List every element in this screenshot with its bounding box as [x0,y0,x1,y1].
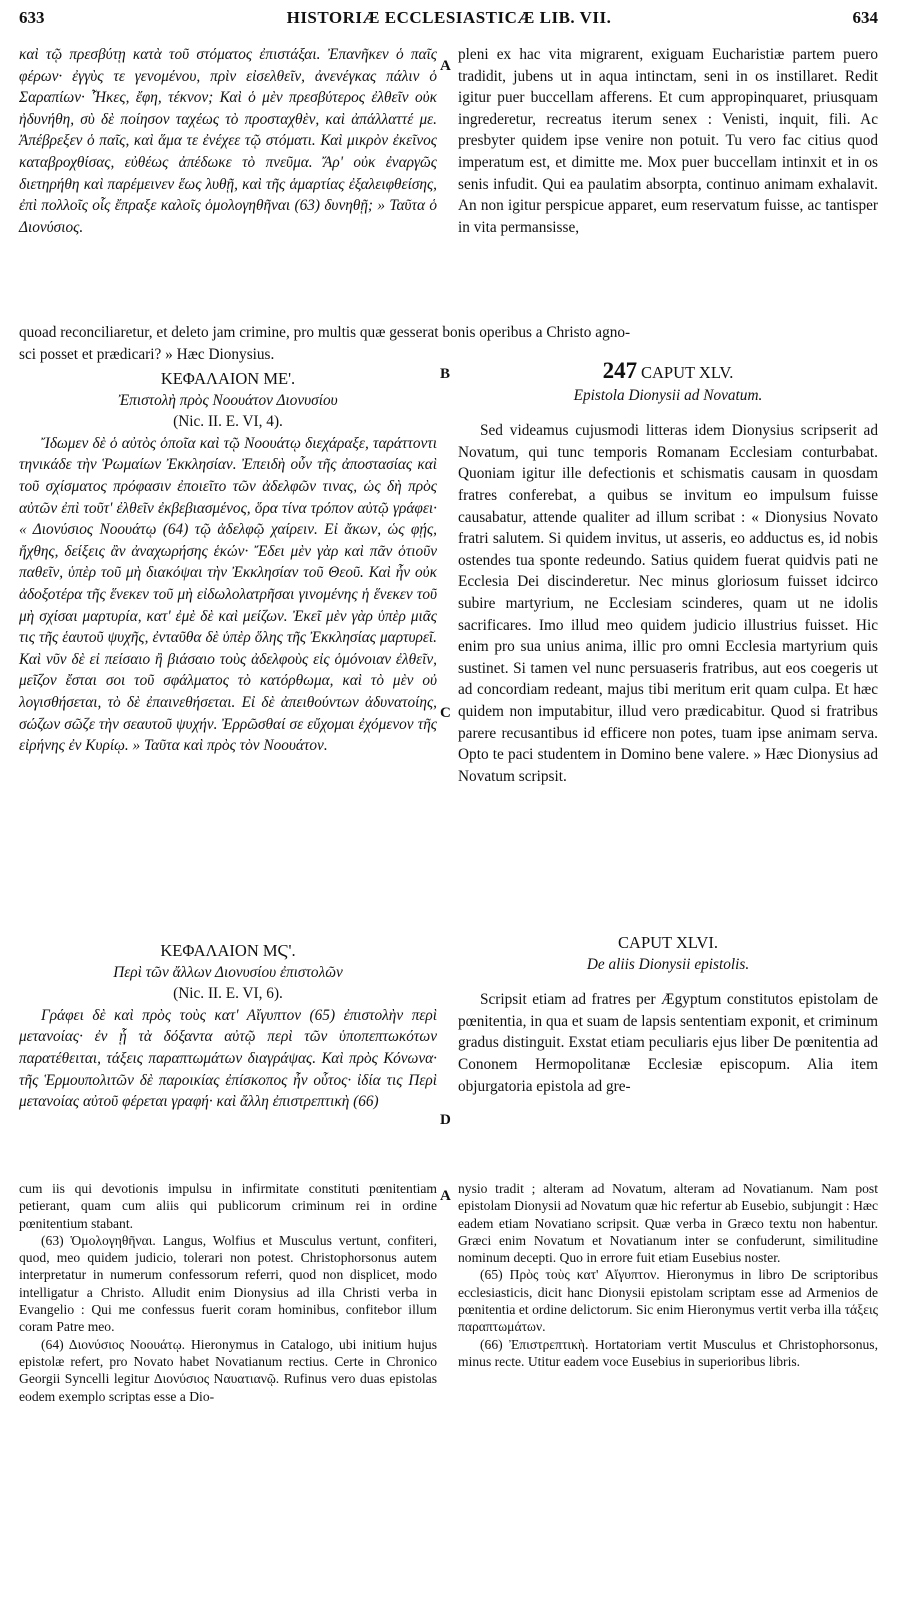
chapter-reference: (Nic. II. E. VI, 6). [173,985,283,1003]
full-width-text [19,322,879,365]
full-width-line: sci posset et prædicari? » Hæc Dionysius. [19,345,275,363]
margin-marker-a-bottom: A [440,1188,451,1204]
page-number-right: 634 [852,8,878,27]
running-header [0,8,898,32]
footnotes-right [458,1180,878,1370]
column-number: 247 [602,358,638,383]
chapter-45-latin [458,360,878,787]
chapter-subtitle: Περὶ τῶν ἄλλων Διονυσίου ἐπιστολῶν [113,963,343,981]
chapter-subtitle: Epistola Dionysii ad Novatum. [573,386,763,404]
footnote-continuation: nysio tradit ; alteram ad Novatum, alteram ad Novatianum. Nam post epistolam Dionysii ad Novatum quæ hic refertur ab Eusebio, subjungit : Hæc eadem etiam Novatiano scripsit. Quæ verba in Græco textu non habentur. Græci enim Novatum et Novatianum inter se confuderunt, similitudine nominum decepti. Quo in errore fuit etiam Eusebius noster. [458,1181,878,1266]
footnote-64: (64) Διονύσιος Νοουάτῳ. Hieronymus in Catalogo, ubi initium hujus epistolæ refert, pro Novato habet Novatianum rectius. Certe in Chronico Georgii Syncelli legitur Διονύσιος Ναυατιανῷ. Rufinus vero duas epistolas eodem exemplo scriptas esse a Dio- [19,1336,437,1404]
chapter-subtitle: De aliis Dionysii epistolis. [586,955,750,973]
footnote-continuation: cum iis qui devotionis impulsu in infirmitate constituti pœnitentiam petierant, quam cum aliis qui publicorum criminum rei in ordine pœnitentium stabant. [19,1181,437,1231]
margin-marker-c: C [440,705,451,721]
latin-paragraph: pleni ex hac vita migrarent, exiguam Eucharistiæ partem puero tradidit, jubens ut in aqua intinctam, seni in os instillaret. Redit igitur puer buccellam afferens. Et cum appropinquaret, priusquam ingrederetur, recreatus iterum senex : Venisti, inquit, fili. Ac presbyter quidem ipse venire non potuit. Tu vero fac citius quod imperatum est, et dimitte me. Mox puer buccellam intinxit et in os senis infudit. Qui ea paulatim absorpta, continuo animam exhalavit. An non igitur perspicue apparet, eum reservatum fuisse, ac tantisper in vita permansisse, [458,46,878,236]
greek-column-top [19,44,437,238]
chapter-heading: CAPUT XLV. [641,363,734,382]
margin-marker-a: A [440,58,451,74]
margin-marker-b: B [440,366,451,382]
full-width-line: quoad reconciliaretur, et deleto jam crimine, pro multis quæ gesserat bonis operibus a Christo agno- [19,324,631,341]
footnote-65: (65) Πρὸς τοὺς κατ' Αἴγυπτον. Hieronymus in libro De scriptoribus ecclesiasticis, dicit hanc Dionysii epistolam scriptam esse ad Armenios de pœnitentia et ordine delictorum. Sic enim Hieronymus vertit verba illa τάξεις παραπτωμάτων. [458,1267,878,1335]
chapter-body: Sed videamus cujusmodi litteras idem Dionysius scripserit ad Novatum, qui tunc temporis Romanam Ecclesiam conturbabat. Quoniam igitur ille defectionis et schismatis causam in quosdam fratres conferebat, a quibus se invitum eo impulsum fuisse causabatur, attende qualiter ad illum scribat : « Dionysius Novato fratri salutem. Si quidem invitus, ut asseris, eo adductus es, id nobis ostendes tua sponte redeundo. Satius quidem fuerat quidvis pati ne Ecclesia Dei discinderetur. Nec minus gloriosum fuisset idcirco subire martyrium, ne Ecclesiam scinderes, quam ut ne idolis sacrificares. Imo illud meo quidem judicio illustrius fuisset. Hic enim pro sua unius anima, illic pro omni Ecclesia martyrium quis sustinet. Si tamen vel nunc persuaseris fratribus, aut eos coegeris ut ad concordiam redeant, majus tibi meritum erit quam culpa. Et hæc quidem non imputabitur, illud vero prædicabitur. Quod si fratribus parere recusantibus id efficere non potes, tuam ipse animam serva. Opto te paci studentem in Domino bene valere. » Hæc Dionysius ad Novatum scripsit. [458,422,878,785]
margin-marker-d: D [440,1112,451,1128]
latin-column-top [458,44,878,238]
chapter-46-greek [19,940,437,1113]
chapter-body: Γράφει δὲ καὶ πρὸς τοὺς κατ' Αἴγυπτον (65) ἐπιστολὴν περὶ μετανοίας· ἐν ᾗ τὰ δόξαντα αὐτῷ περὶ τῶν ὑποπεπτωκότων παρατέθειται, τάξεις παραπτωμάτων διαγράψας. Καὶ πρὸς Κόνωνα· τῆς Ἑρμουπολιτῶν δὲ παροικίας ἐπίσκοπος ἦν οὗτος· ἰδία τις Περὶ μετανοίας αὐτοῦ φέρεται γραφή· καὶ ἄλλη ἐπιστρεπτικὴ (66) [19,1006,437,1111]
chapter-heading: ΚΕΦΑΛΑΙΟΝ ΜΕ'. [160,369,296,388]
chapter-46-latin [458,932,878,1097]
footnote-66: (66) Ἐπιστρεπτικὴ. Hortatoriam vertit Musculus et Christophorsonus, minus recte. Utitur eadem voce Eusebius in superioribus libris. [458,1336,878,1369]
footnotes-left [19,1180,437,1405]
footnote-63: (63) Ὁμολογηθῆναι. Langus, Wolfius et Musculus vertunt, confiteri, quod, meo quidem judicio, tolerari non potest. Christophorsonus autem interpretatur in numerum confessorum referri, quod non displicet, modo intelligatur a Christo. Alludit enim Dionysius ad illa Christi verba in Evangelio : Qui me confessus fuerit coram hominibus, confitebor illum coram Patre meo. [19,1232,437,1335]
chapter-heading: ΚΕΦΑΛΑΙΟΝ ΜϚ'. [160,941,296,960]
greek-paragraph: καὶ τῷ πρεσβύτῃ κατὰ τοῦ στόματος ἐπιστάξαι. Ἐπανῆκεν ὁ παῖς φέρων· ἐγγὺς τε γενομένου, πρὶν εἰσελθεῖν, ἀνενέγκας πάλιν ὁ Σαραπίων· Ἧκες, ἔφη, τέκνον; Καὶ ὁ μὲν πρεσβύτερος ἐλθεῖν οὐκ ἠδυνήθη, σὺ δὲ ποίησον ταχέως τὸ προσταχθὲν, καὶ ἀπάλλαττέ με. Ἀπέβρεξεν ὁ παῖς, καὶ ἅμα τε ἐνέχεε τῷ στόματι. Καὶ μικρὸν ἐκεῖνος καταβροχθίσας, εὐθέως ἀπέδωκε τὸ πνεῦμα. Ἄρ' οὐκ ἐναργῶς διετηρήθη καὶ παρέμεινεν ἕως λυθῇ, καὶ τῆς ἁμαρτίας ἐξαλειφθείσης, ἐπὶ πολλοῖς οἷς ἔπραξε καλοῖς ὁμολογηθῆναι (63) δυνηθῇ; » Ταῦτα ὁ Διονύσιος. [19,46,437,236]
chapter-body: Scripsit etiam ad fratres per Ægyptum constitutos epistolam de pœnitentia, in qua et suam de lapsis sententiam exponit, et criminum gradus distinguit. Exstat etiam peculiaris ejus liber De pœnitentia ad Cononem Hermopolitanæ Ecclesiæ episcopum. Alia item objurgatoria epistola ad gre- [458,991,878,1095]
chapter-reference: (Nic. II. E. VI, 4). [173,413,283,431]
page-number-left: 633 [19,8,45,27]
chapter-45-greek [19,368,437,757]
chapter-subtitle: Ἐπιστολὴ πρὸς Νοουάτον Διονυσίου [118,391,338,409]
chapter-heading: CAPUT XLVI. [618,933,718,952]
running-title: HISTORIÆ ECCLESIASTICÆ LIB. VII. [286,8,612,27]
chapter-body: Ἴδωμεν δὲ ὁ αὐτὸς ὁποῖα καὶ τῷ Νοουάτῳ διεχάραξε, ταράττοντι τηνικάδε τὴν Ῥωμαίων Ἐκκλησίαν. Ἐπειδὴ οὖν τῆς ἀποστασίας καὶ τοῦ σχίσματος πρόφασιν ἐποιεῖτο τῶν ἀδελφῶν τινας, ὡς δὴ πρὸς αὐτῶν ἐπὶ τοῦτ' ἐλθεῖν ἐκβεβιασμένος, ὅρα τίνα τρόπον αὐτῷ γράφει· « Διονύσιος Νοουάτῳ (64) τῷ ἀδελφῷ χαίρειν. Εἰ ἄκων, ὡς φῄς, ἤχθης, δείξεις ἂν ἀναχωρήσης ἑκών· Ἔδει μὲν γὰρ καὶ πᾶν ὁτιοῦν παθεῖν, ὑπὲρ τοῦ μὴ διακόψαι τὴν Ἐκκλησίαν τοῦ Θεοῦ. Καὶ ἦν οὐκ ἀδοξοτέρα τῆς ἕνεκεν τοῦ μὴ εἰδωλολατρῆσαι γινομένης ἡ ἕνεκεν τοῦ μὴ σχίσαι μαρτυρία, κατ' ἐμὲ δὲ καὶ μείζων. Ἐκεῖ μὲν γὰρ ὑπὲρ μιᾶς τις τῆς ἑαυτοῦ ψυχῆς, ἐνταῦθα δὲ ὑπὲρ ὅλης τῆς Ἐκκλησίας μαρτυρεῖ. Καὶ νῦν δὲ εἰ πείσαιο ἢ βιάσαιο τοὺς ἀδελφοὺς εἰς ὁμόνοιαν ἐλθεῖν, μεῖζον ἔσται σοι τοῦ σφάλματος τὸ κατόρθωμα, καὶ τὸ μὲν οὐ λογισθήσεται, τὸ δὲ ἐπαινεθήσεται. Εἰ δὲ ἀπειθούντων ἀδυνατοίης, σώζων σῶζε τὴν σεαυτοῦ ψυχήν. Ἐρρῶσθαί σε εὔχομαι ἐχόμενον τῆς εἰρήνης ἐν Κυρίῳ. » Ταῦτα καὶ πρὸς τὸν Νοουάτον. [19,434,437,755]
